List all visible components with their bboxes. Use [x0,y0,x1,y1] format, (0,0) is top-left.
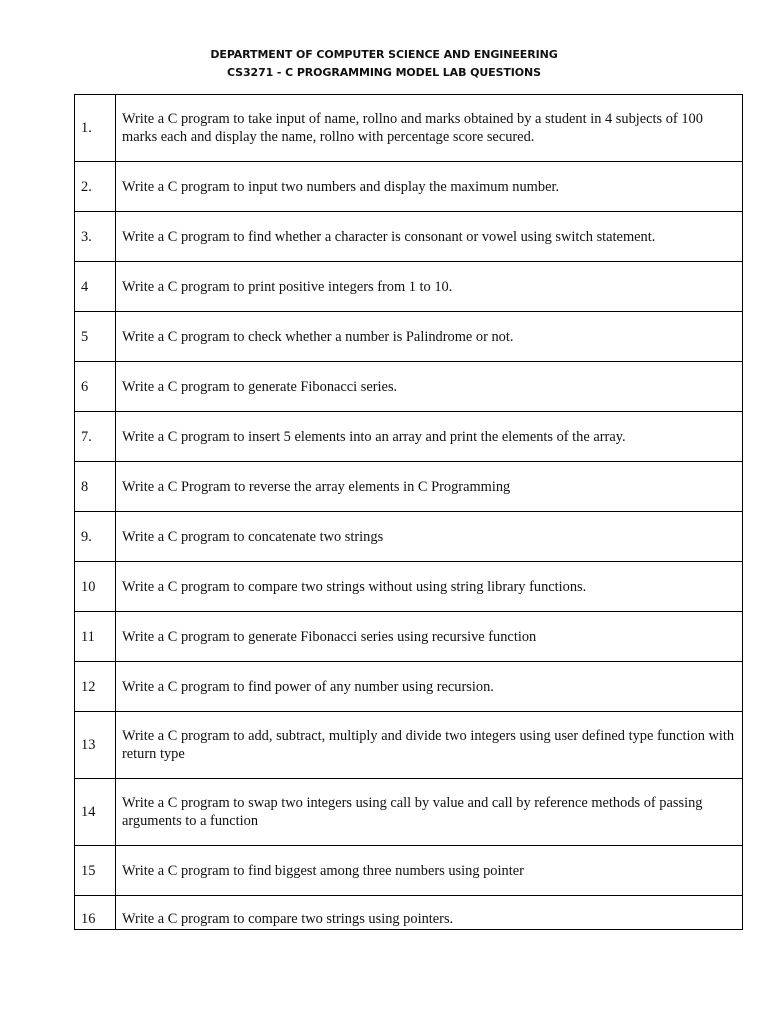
question-text: Write a C program to add, subtract, multiply and divide two integers using user defined type function with return type [116,712,743,779]
table-row [75,662,743,712]
question-text: Write a C program to compare two strings using pointers. [116,896,743,930]
question-text: Write a C program to take input of name, rollno and marks obtained by a student in 4 subjects of 100 marks each and display the name, rollno with percentage score secured. [116,95,743,162]
question-number: 7. [75,412,116,462]
table-row [75,412,743,462]
table-row [75,846,743,896]
question-number: 5 [75,312,116,362]
table-row [75,462,743,512]
question-text: Write a C program to generate Fibonacci series using recursive function [116,612,743,662]
question-number: 3. [75,212,116,262]
table-row [75,312,743,362]
question-text: Write a C program to input two numbers and display the maximum number. [116,162,743,212]
question-text: Write a C program to find power of any number using recursion. [116,662,743,712]
question-number: 10 [75,562,116,612]
question-number: 13 [75,712,116,779]
question-text: Write a C program to find whether a character is consonant or vowel using switch statement. [116,212,743,262]
question-number: 4 [75,262,116,312]
question-number: 12 [75,662,116,712]
question-text: Write a C program to concatenate two strings [116,512,743,562]
question-number: 16 [75,896,116,930]
table-row [75,362,743,412]
question-text: Write a C program to check whether a number is Palindrome or not. [116,312,743,362]
question-number: 6 [75,362,116,412]
table-row [75,262,743,312]
question-text: Write a C program to insert 5 elements into an array and print the elements of the array. [116,412,743,462]
department-heading: DEPARTMENT OF COMPUTER SCIENCE AND ENGINEERING [210,48,558,61]
question-text: Write a C Program to reverse the array elements in C Programming [116,462,743,512]
course-title: CS3271 - C PROGRAMMING MODEL LAB QUESTIONS [226,66,541,79]
question-text: Write a C program to find biggest among three numbers using pointer [116,846,743,896]
question-text: Write a C program to compare two strings without using string library functions. [116,562,743,612]
table-row [75,162,743,212]
question-number: 11 [75,612,116,662]
question-number: 15 [75,846,116,896]
question-number: 14 [75,779,116,846]
question-number: 2. [75,162,116,212]
table-row [75,612,743,662]
table-row [75,512,743,562]
question-number: 9. [75,512,116,562]
table-row [75,712,743,779]
question-text: Write a C program to swap two integers using call by value and call by reference methods of passing arguments to a function [116,779,743,846]
question-number: 1. [75,95,116,162]
table-row [75,212,743,262]
question-text: Write a C program to print positive integers from 1 to 10. [116,262,743,312]
question-text: Write a C program to generate Fibonacci series. [116,362,743,412]
table-row [75,896,743,930]
question-number: 8 [75,462,116,512]
questions-table [74,94,743,930]
table-row [75,95,743,162]
table-row [75,562,743,612]
table-row [75,779,743,846]
